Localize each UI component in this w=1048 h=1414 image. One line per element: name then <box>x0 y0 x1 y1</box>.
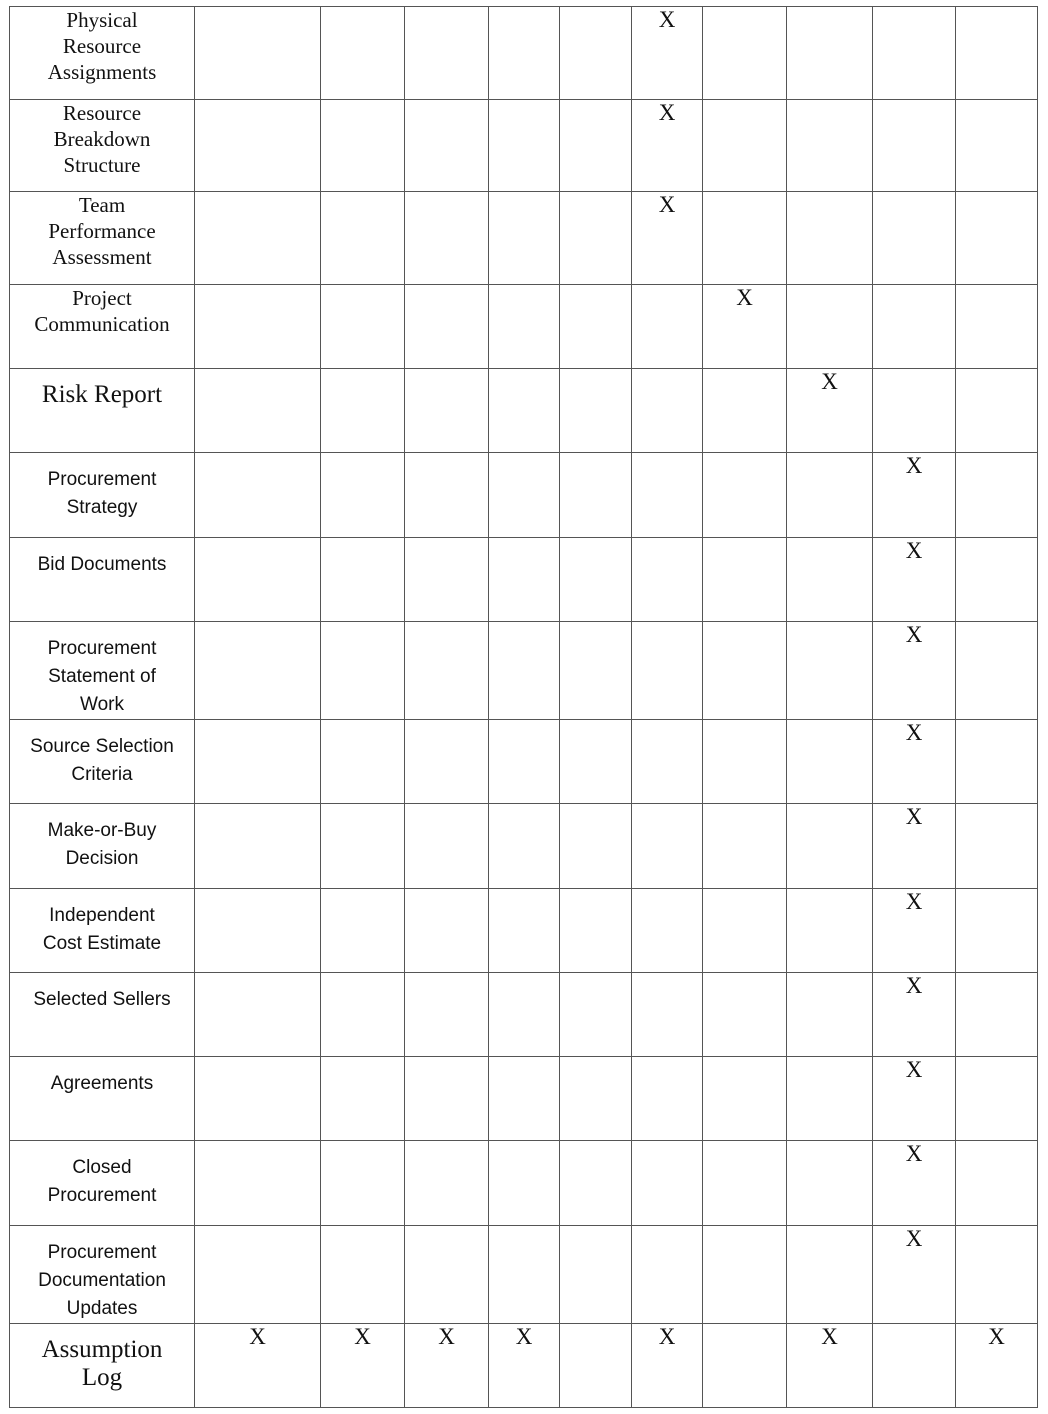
mark-cell <box>703 7 787 100</box>
mark-cell <box>405 720 489 804</box>
mark-cell <box>632 622 703 720</box>
table-row <box>10 1141 1038 1226</box>
mark-cell <box>632 285 703 369</box>
mark-cell <box>560 1141 632 1226</box>
mark-cell <box>560 369 632 453</box>
mark-cell <box>787 622 873 720</box>
mark-cell <box>195 453 321 538</box>
mark-cell <box>195 804 321 889</box>
mark-cell <box>787 453 873 538</box>
mark-cell <box>489 1057 560 1141</box>
mark-cell <box>405 369 489 453</box>
mark-cell <box>489 369 560 453</box>
mark-cell <box>632 720 703 804</box>
mark-cell <box>703 1141 787 1226</box>
row-label-cell <box>10 1226 195 1324</box>
mark-cell <box>787 100 873 192</box>
row-label-cell <box>10 285 195 369</box>
mark-cell <box>632 1057 703 1141</box>
row-label-cell <box>10 804 195 889</box>
mark-cell <box>321 192 405 285</box>
table-row <box>10 100 1038 192</box>
mark-cell <box>787 1226 873 1324</box>
table-row <box>10 889 1038 973</box>
mark-cell <box>703 369 787 453</box>
mark-cell <box>703 1226 787 1324</box>
mark-cell <box>405 100 489 192</box>
mark-cell <box>632 1226 703 1324</box>
mark-cell <box>560 973 632 1057</box>
mark-cell <box>195 622 321 720</box>
mark-cell <box>632 1141 703 1226</box>
mark-cell <box>873 1141 956 1226</box>
table-row <box>10 1324 1038 1408</box>
table-row <box>10 1057 1038 1141</box>
mark-value: X <box>905 720 923 745</box>
mark-cell <box>703 889 787 973</box>
mark-cell <box>956 1141 1038 1226</box>
row-label-cell <box>10 622 195 720</box>
mark-value: X <box>905 973 923 998</box>
mark-cell <box>489 285 560 369</box>
mark-cell <box>787 1324 873 1408</box>
mark-cell <box>703 804 787 889</box>
mark-cell <box>405 7 489 100</box>
table-row <box>10 192 1038 285</box>
mark-cell <box>787 973 873 1057</box>
mark-cell <box>632 1324 703 1408</box>
mark-cell <box>787 538 873 622</box>
mark-cell <box>405 538 489 622</box>
row-label: Source Selection Criteria <box>30 736 174 785</box>
mark-cell <box>956 720 1038 804</box>
mark-cell <box>321 369 405 453</box>
row-label-cell <box>10 100 195 192</box>
mark-cell <box>632 369 703 453</box>
mark-cell <box>873 720 956 804</box>
row-label-cell <box>10 538 195 622</box>
mark-cell <box>956 453 1038 538</box>
mark-cell <box>632 192 703 285</box>
mark-cell <box>560 192 632 285</box>
mark-cell <box>489 7 560 100</box>
mark-value: X <box>249 1324 266 1349</box>
row-label-cell <box>10 973 195 1057</box>
row-label: Procurement Statement of Work <box>47 638 157 715</box>
mark-cell <box>560 100 632 192</box>
mark-cell <box>632 453 703 538</box>
mark-value: X <box>905 804 923 829</box>
mark-cell <box>873 1324 956 1408</box>
mark-cell <box>405 192 489 285</box>
mark-cell <box>489 720 560 804</box>
table-row <box>10 973 1038 1057</box>
mark-cell <box>703 100 787 192</box>
mark-cell <box>956 285 1038 369</box>
mark-value: X <box>658 192 676 217</box>
mark-cell <box>195 889 321 973</box>
mark-value: X <box>658 100 676 125</box>
mark-cell <box>873 1226 956 1324</box>
row-label: Selected Sellers <box>33 989 171 1010</box>
table-row <box>10 1226 1038 1324</box>
row-label-cell <box>10 889 195 973</box>
mark-cell <box>560 1226 632 1324</box>
mark-cell <box>489 1226 560 1324</box>
row-label: Independent Cost Estimate <box>42 905 162 954</box>
row-label-cell <box>10 7 195 100</box>
mark-cell <box>405 1057 489 1141</box>
mark-cell <box>321 7 405 100</box>
mark-cell <box>873 538 956 622</box>
mark-cell <box>956 1057 1038 1141</box>
mark-cell <box>787 369 873 453</box>
mark-cell <box>405 453 489 538</box>
mark-cell <box>321 889 405 973</box>
mark-cell <box>956 100 1038 192</box>
mark-cell <box>195 285 321 369</box>
mark-cell <box>956 973 1038 1057</box>
mark-cell <box>560 7 632 100</box>
mark-cell <box>405 1226 489 1324</box>
mark-cell <box>195 369 321 453</box>
mark-cell <box>787 192 873 285</box>
mark-cell <box>956 369 1038 453</box>
mark-cell <box>321 1226 405 1324</box>
row-label: Team Performance Assessment <box>48 193 156 269</box>
table-row <box>10 720 1038 804</box>
mark-cell <box>560 453 632 538</box>
mark-cell <box>873 192 956 285</box>
mark-value: X <box>736 285 753 310</box>
row-label: Procurement Documentation Updates <box>38 1242 166 1319</box>
mark-cell <box>405 622 489 720</box>
row-label-cell <box>10 1141 195 1226</box>
row-label: Physical Resource Assignments <box>47 8 157 84</box>
mark-cell <box>632 100 703 192</box>
mark-cell <box>195 7 321 100</box>
mark-cell <box>195 720 321 804</box>
mark-cell <box>873 100 956 192</box>
mark-cell <box>195 1226 321 1324</box>
mark-cell <box>489 1324 560 1408</box>
mark-cell <box>703 1057 787 1141</box>
mark-cell <box>195 192 321 285</box>
mark-cell <box>195 100 321 192</box>
row-label-cell <box>10 1057 195 1141</box>
mark-cell <box>956 192 1038 285</box>
mark-cell <box>632 973 703 1057</box>
mark-cell <box>632 889 703 973</box>
mark-cell <box>787 7 873 100</box>
mark-cell <box>321 1324 405 1408</box>
mark-cell <box>321 720 405 804</box>
mark-cell <box>489 538 560 622</box>
mark-cell <box>703 192 787 285</box>
row-label-cell <box>10 453 195 538</box>
mark-cell <box>321 453 405 538</box>
mark-cell <box>956 804 1038 889</box>
mark-cell <box>956 1324 1038 1408</box>
mark-cell <box>195 1324 321 1408</box>
mark-cell <box>321 100 405 192</box>
table-row <box>10 538 1038 622</box>
table-row <box>10 7 1038 100</box>
row-label: Agreements <box>50 1073 154 1094</box>
mark-cell <box>195 973 321 1057</box>
mark-cell <box>321 285 405 369</box>
mark-value: X <box>658 1324 676 1349</box>
mark-cell <box>560 538 632 622</box>
mark-cell <box>956 622 1038 720</box>
mark-cell <box>873 973 956 1057</box>
row-label: Resource Breakdown Structure <box>53 101 151 177</box>
mark-cell <box>321 804 405 889</box>
mark-cell <box>873 285 956 369</box>
mark-cell <box>195 1057 321 1141</box>
mark-cell <box>703 285 787 369</box>
table-row <box>10 804 1038 889</box>
mark-cell <box>703 1324 787 1408</box>
mark-cell <box>195 538 321 622</box>
mark-cell <box>632 538 703 622</box>
mark-cell <box>873 889 956 973</box>
mark-cell <box>405 285 489 369</box>
mark-cell <box>489 804 560 889</box>
mark-cell <box>405 1141 489 1226</box>
mark-cell <box>321 973 405 1057</box>
mark-cell <box>405 804 489 889</box>
table-row <box>10 622 1038 720</box>
table-row <box>10 453 1038 538</box>
matrix-body <box>10 7 1038 1408</box>
mark-value: X <box>821 1324 838 1349</box>
mark-value: X <box>905 622 923 647</box>
mark-cell <box>787 285 873 369</box>
mark-value: X <box>905 1057 923 1082</box>
mark-cell <box>560 285 632 369</box>
mark-cell <box>873 1057 956 1141</box>
mark-cell <box>956 1226 1038 1324</box>
mark-cell <box>195 1141 321 1226</box>
row-label-cell <box>10 369 195 453</box>
mark-value: X <box>354 1324 371 1349</box>
mark-cell <box>703 973 787 1057</box>
mark-cell <box>703 720 787 804</box>
row-label: Bid Documents <box>37 554 167 575</box>
mark-value: X <box>905 889 923 914</box>
artifact-matrix-table <box>9 6 1038 1408</box>
mark-value: X <box>821 369 838 394</box>
mark-value: X <box>905 1141 923 1166</box>
mark-cell <box>405 1324 489 1408</box>
mark-cell <box>703 622 787 720</box>
mark-cell <box>489 192 560 285</box>
mark-cell <box>489 889 560 973</box>
mark-value: X <box>658 7 676 32</box>
mark-value: X <box>905 538 923 563</box>
mark-cell <box>873 453 956 538</box>
mark-cell <box>787 1141 873 1226</box>
mark-value: X <box>438 1324 455 1349</box>
mark-cell <box>560 889 632 973</box>
mark-cell <box>489 973 560 1057</box>
mark-cell <box>560 804 632 889</box>
mark-value: X <box>515 1324 533 1349</box>
mark-cell <box>489 100 560 192</box>
row-label: Project Communication <box>34 286 170 336</box>
mark-cell <box>321 1141 405 1226</box>
mark-cell <box>787 804 873 889</box>
mark-cell <box>956 889 1038 973</box>
mark-cell <box>405 889 489 973</box>
mark-cell <box>787 720 873 804</box>
mark-cell <box>489 1141 560 1226</box>
mark-cell <box>873 804 956 889</box>
row-label-cell <box>10 192 195 285</box>
table-row <box>10 285 1038 369</box>
row-label: Risk Report <box>41 381 163 408</box>
row-label: Make-or-Buy Decision <box>47 820 157 869</box>
mark-cell <box>956 538 1038 622</box>
mark-cell <box>321 622 405 720</box>
mark-cell <box>560 1324 632 1408</box>
row-label: Procurement Strategy <box>47 469 157 518</box>
mark-cell <box>956 7 1038 100</box>
mark-value: X <box>905 453 923 478</box>
mark-value: X <box>905 1226 923 1251</box>
mark-cell <box>489 622 560 720</box>
row-label: Closed Procurement <box>47 1157 157 1206</box>
mark-value: X <box>988 1324 1005 1349</box>
mark-cell <box>489 453 560 538</box>
mark-cell <box>787 889 873 973</box>
row-label-cell <box>10 1324 195 1408</box>
mark-cell <box>321 1057 405 1141</box>
mark-cell <box>632 7 703 100</box>
mark-cell <box>560 622 632 720</box>
table-row <box>10 369 1038 453</box>
mark-cell <box>787 1057 873 1141</box>
mark-cell <box>703 538 787 622</box>
row-label-cell <box>10 720 195 804</box>
mark-cell <box>703 453 787 538</box>
mark-cell <box>321 538 405 622</box>
mark-cell <box>405 973 489 1057</box>
row-label: Assumption Log <box>41 1336 163 1391</box>
mark-cell <box>873 7 956 100</box>
mark-cell <box>560 1057 632 1141</box>
mark-cell <box>632 804 703 889</box>
mark-cell <box>873 622 956 720</box>
mark-cell <box>873 369 956 453</box>
mark-cell <box>560 720 632 804</box>
